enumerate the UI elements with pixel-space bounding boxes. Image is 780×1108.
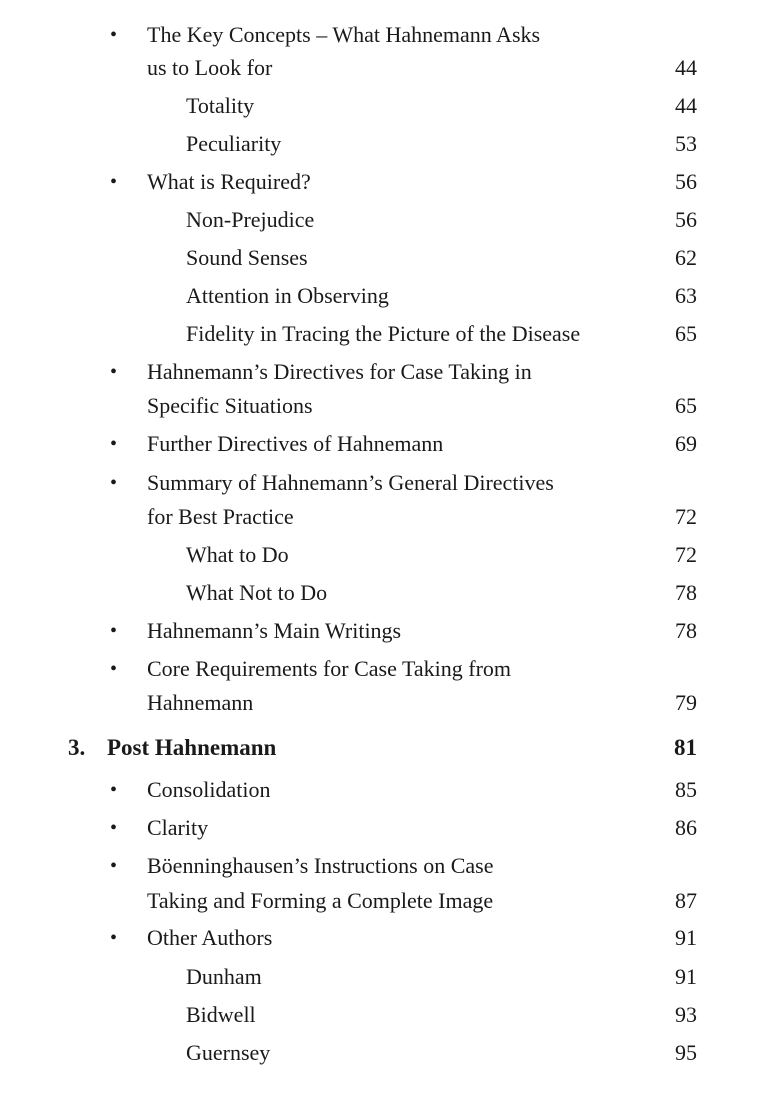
toc-entry-title: Hahnemann’s Main Writings — [147, 618, 402, 643]
page-number: 65 — [675, 393, 697, 418]
page-number: 78 — [675, 580, 697, 605]
page-number: 69 — [675, 431, 697, 456]
page-number: 93 — [675, 1002, 697, 1027]
page-number: 81 — [674, 735, 697, 760]
toc-entry-title: Taking and Forming a Complete Image — [147, 888, 494, 913]
page-number: 56 — [675, 207, 697, 232]
page-number: 53 — [675, 131, 697, 156]
bullet-icon: • — [110, 171, 118, 193]
toc-entry-title: Consolidation — [147, 777, 271, 802]
chapter-title: Post Hahnemann — [107, 735, 277, 760]
page-number: 91 — [675, 925, 697, 950]
page-number: 44 — [675, 55, 697, 80]
page-number: 62 — [675, 245, 697, 270]
toc-subentry-title: Non-Prejudice — [186, 207, 315, 232]
bullet-icon: • — [110, 658, 118, 680]
bullet-icon: • — [110, 779, 118, 801]
toc-subentry-title: Totality — [186, 93, 255, 118]
toc-entry-title: Böenninghausen’s Instructions on Case — [147, 853, 494, 878]
bullet-icon: • — [110, 433, 118, 455]
page-number: 79 — [675, 690, 697, 715]
toc-entry-title: Clarity — [147, 815, 209, 840]
toc-entry-title: Core Requirements for Case Taking from — [147, 656, 512, 681]
chapter-number: 3. — [68, 735, 86, 760]
toc-entry-title: us to Look for — [147, 55, 273, 80]
bullet-icon: • — [110, 620, 118, 642]
page-number: 72 — [675, 542, 697, 567]
bullet-icon: • — [110, 361, 118, 383]
toc-subentry-title: Dunham — [186, 964, 262, 989]
toc-entry-title: Other Authors — [147, 925, 273, 950]
page-number: 65 — [675, 321, 697, 346]
bullet-icon: • — [110, 24, 118, 46]
toc-subentry-title: Sound Senses — [186, 245, 308, 270]
toc-entry-title: What is Required? — [147, 169, 311, 194]
toc-entry-title: The Key Concepts – What Hahnemann Asks — [147, 22, 541, 47]
page-number: 85 — [675, 777, 697, 802]
page-number: 78 — [675, 618, 697, 643]
toc-subentry-title: Bidwell — [186, 1002, 256, 1027]
page-number: 91 — [675, 964, 697, 989]
bullet-icon: • — [110, 817, 118, 839]
page-number: 87 — [675, 888, 697, 913]
toc-entry-title: for Best Practice — [147, 504, 294, 529]
toc-subentry-title: Peculiarity — [186, 131, 282, 156]
toc-entry-title: Summary of Hahnemann’s General Directives — [147, 470, 554, 495]
bullet-icon: • — [110, 855, 118, 877]
toc-subentry-title: Attention in Observing — [186, 283, 389, 308]
page-number: 56 — [675, 169, 697, 194]
page-number: 63 — [675, 283, 697, 308]
toc-subentry-title: Guernsey — [186, 1040, 271, 1065]
toc-subentry-title: Fidelity in Tracing the Picture of the Disease — [186, 321, 581, 346]
page-number: 86 — [675, 815, 697, 840]
toc-entry-title: Further Directives of Hahnemann — [147, 431, 444, 456]
toc-entry-title: Hahnemann’s Directives for Case Taking in — [147, 359, 532, 384]
bullet-icon: • — [110, 472, 118, 494]
bullet-icon: • — [110, 927, 118, 949]
toc-subentry-title: What Not to Do — [186, 580, 328, 605]
page-number: 95 — [675, 1040, 697, 1065]
toc-entry-title: Specific Situations — [147, 393, 313, 418]
toc-subentry-title: What to Do — [186, 542, 289, 567]
page-number: 44 — [675, 93, 697, 118]
toc-entry-title: Hahnemann — [147, 690, 254, 715]
page-number: 72 — [675, 504, 697, 529]
